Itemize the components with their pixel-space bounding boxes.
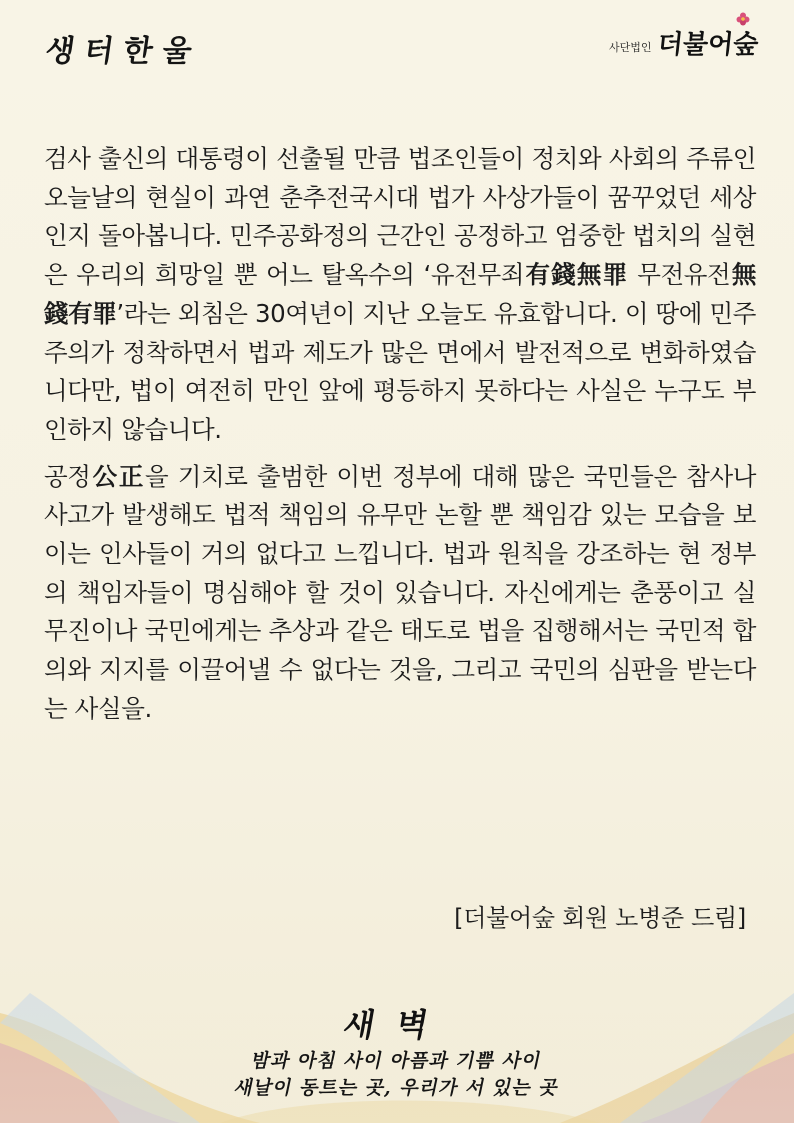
poem-line-2: 새날이 동트는 곳, 우리가 서 있는 곳 (232, 1077, 562, 1099)
hanja-term: 有錢無罪 (523, 260, 629, 290)
text-run: 을 기치로 출범한 이번 정부에 대해 많은 국민들은 참사나 사고가 발생해도 법적 책임의 유무만 논할 뿐 책임감 있는 모습을 보이는 인사들이 거의 없다고 느낍니다. 법과 원칙을 강조하는 현 정부의 책임자들이 명심해야 할 것이 있습니다. 자신에게는 춘풍이고 실무진이나 국민에게는 추상과 같은 태도로 법을 집행해서는 국민적 합의와 지지를 이끌어낼 수 없다는 것을, 그리고 국민의 심판을 받는다는 사실을. (44, 461, 757, 723)
flower-icon (736, 12, 750, 26)
paragraph-1 (44, 140, 756, 450)
signature: [더불어숲 회원 노병준 드림] (454, 904, 746, 932)
poem-title: 새벽 (340, 1006, 453, 1044)
hanja-term: 公正 (90, 461, 146, 491)
text-run: 무전유전 (628, 260, 731, 290)
letter-body (44, 140, 756, 729)
page-header-title: 생터한울 (43, 34, 204, 69)
paragraph-2 (44, 458, 756, 729)
org-type-label: 사단법인 (609, 41, 652, 54)
poem-line-1: 밤과 아침 사이 아픔과 기쁨 사이 (249, 1050, 544, 1072)
org-name: 더불어숲 (655, 30, 760, 60)
hanja-term: 無錢有罪 (44, 260, 756, 328)
text-run: 검사 출신의 대통령이 선출될 만큼 법조인들이 정치와 사회의 주류인 오늘날의 현실이 과연 춘추전국시대 법가 사상가들이 꿈꾸었던 세상인지 돌아봅니다. 민주공화정의 근간인 공정하고 엄중한 법치의 실현은 우리의 희망일 뿐 어느 탈옥수의 ‘유전무죄 (44, 144, 756, 290)
text-run: 공정 (44, 461, 91, 491)
org-logo (609, 24, 758, 61)
text-run: ’라는 외침은 30여년이 지난 오늘도 유효합니다. 이 땅에 민주주의가 정착하면서 법과 제도가 많은 면에서 발전적으로 변화하였습니다만, 법이 여전히 만인 앞에 평등하지 못하다는 사실은 누구도 부인하지 않습니다. (44, 298, 756, 444)
